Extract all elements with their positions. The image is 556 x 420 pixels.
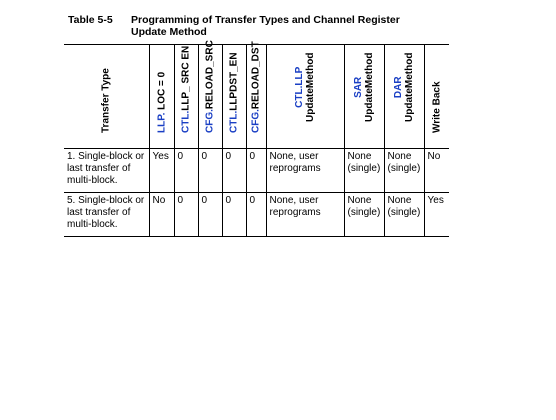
header-text: RELOAD_SRC (204, 40, 216, 110)
table-body (64, 149, 449, 237)
column-header (384, 45, 424, 149)
column-header (149, 45, 174, 149)
table-cell: No (149, 193, 174, 237)
table-cell: None (single) (384, 193, 424, 237)
header-text: RELOAD_DST (250, 41, 262, 110)
table-cell: 5. Single-block or last transfer of multi-block. (64, 193, 149, 237)
column-header-label (251, 41, 262, 133)
table-cell: 0 (198, 149, 222, 193)
header-text: CTL. (180, 110, 192, 133)
column-header (344, 45, 384, 149)
table-cell: 0 (198, 193, 222, 237)
column-header (64, 45, 149, 149)
transfer-types-table (64, 40, 449, 237)
table-row (64, 149, 449, 193)
header-row (64, 45, 449, 149)
header-text: UpdateMethod (305, 52, 316, 122)
table-cell: None (single) (344, 193, 384, 237)
table-title: Programming of Transfer Types and Channel Register Update Method (131, 14, 400, 38)
column-header-label (353, 53, 375, 122)
column-header (266, 45, 344, 149)
table-cell: 0 (174, 149, 198, 193)
column-header (222, 45, 246, 149)
header-text: CFG. (250, 109, 262, 133)
header-text: CTL.LLP (294, 66, 305, 108)
header-text: LOC = 0 (156, 71, 167, 113)
header-text: SAR (353, 76, 364, 98)
column-header-label (294, 53, 316, 122)
header-text: Write Back (431, 81, 443, 133)
column-header (424, 45, 449, 149)
table-cell: None, user reprograms (266, 193, 344, 237)
table-cell: Yes (149, 149, 174, 193)
header-text: CFG. (204, 109, 216, 133)
header-text: Transfer Type (100, 68, 112, 133)
table-cell: 0 (246, 193, 266, 237)
table-cell: None (single) (384, 149, 424, 193)
header-text: CTL. (228, 110, 240, 133)
table-cell: 0 (222, 193, 246, 237)
column-header (174, 45, 198, 149)
header-text: UpdateMethod (364, 52, 375, 122)
table-number: Table 5-5 (68, 14, 113, 26)
table-cell: No (424, 149, 449, 193)
table-cell: None (single) (344, 149, 384, 193)
header-text: LLP. (156, 112, 167, 133)
table-cell: Yes (424, 193, 449, 237)
column-header-label (181, 46, 192, 133)
header-text: UpdateMethod (404, 52, 415, 122)
table-cell: 0 (174, 193, 198, 237)
column-header-label (229, 52, 240, 133)
table-row (64, 193, 449, 237)
column-header (198, 40, 222, 149)
column-header-label (156, 72, 167, 133)
column-header-label (431, 81, 442, 133)
column-header-label (393, 53, 415, 122)
header-text: LLPDST_EN (228, 52, 240, 111)
table-cell: 0 (222, 149, 246, 193)
column-header (246, 41, 266, 149)
header-text: DAR (393, 76, 404, 99)
column-header-label (101, 68, 112, 133)
table-cell: None, user reprograms (266, 149, 344, 193)
table-cell: 1. Single-block or last transfer of multi-block. (64, 149, 149, 193)
header-text: LLP_ SRC EN (180, 45, 192, 111)
table-cell: 0 (246, 149, 266, 193)
column-header-label (205, 40, 216, 133)
